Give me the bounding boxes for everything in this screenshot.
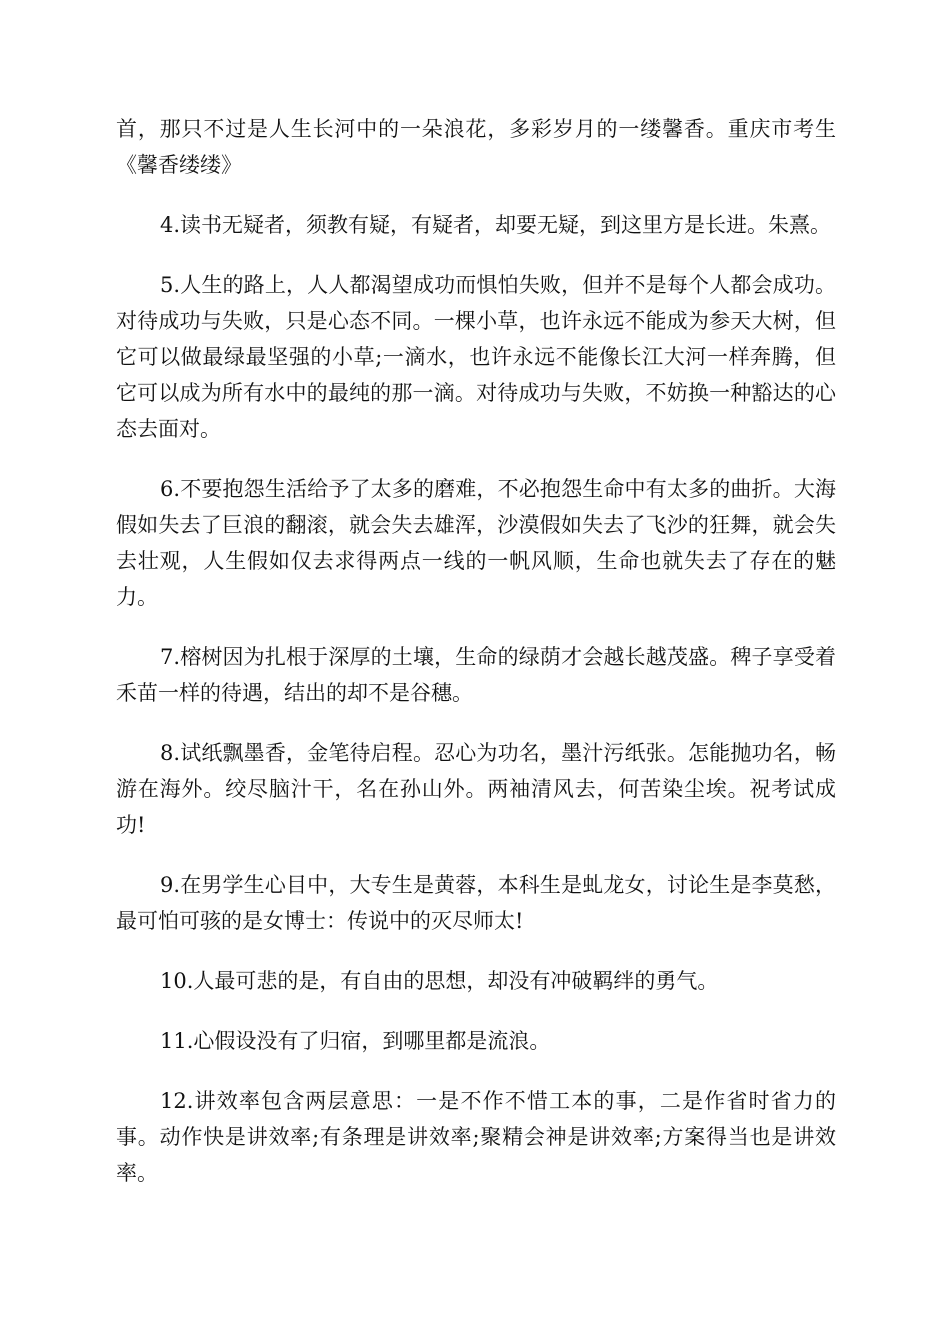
paragraph-item-6: 6.不要抱怨生活给予了太多的磨难，不必抱怨生命中有太多的曲折。大海假如失去了巨浪的翻滚，就会失去雄浑，沙漠假如失去了飞沙的狂舞，就会失去壮观，人生假如仅去求得两点一线的一帆风顺，生命也就失去了存在的魅力。 [116, 477, 836, 609]
document-body [116, 111, 836, 1215]
paragraph-item-8: 8.试纸飘墨香，金笔待启程。忍心为功名，墨汁污纸张。怎能抛功名，畅游在海外。绞尽脑汁干，名在孙山外。两袖清风去，何苦染尘埃。祝考试成功! [116, 741, 836, 837]
paragraph-item-9: 9.在男学生心目中，大专生是黄蓉，本科生是虬龙女，讨论生是李莫愁，最可怕可骇的是女博士：传说中的灭尽师太! [116, 873, 836, 933]
paragraph-continuation: 首，那只不过是人生长河中的一朵浪花，多彩岁月的一缕馨香。重庆市考生《馨香缕缕》 [116, 117, 836, 177]
paragraph-item-10: 10.人最可悲的是，有自由的思想，却没有冲破羁绊的勇气。 [160, 969, 719, 993]
paragraph-item-12: 12.讲效率包含两层意思：一是不作不惜工本的事，二是作省时省力的事。动作快是讲效率;有条理是讲效率;聚精会神是讲效率;方案得当也是讲效率。 [116, 1089, 836, 1185]
paragraph-item-7: 7.榕树因为扎根于深厚的土壤，生命的绿荫才会越长越茂盛。稗子享受着禾苗一样的待遇，结出的却不是谷穗。 [116, 645, 836, 705]
paragraph-item-4: 4.读书无疑者，须教有疑，有疑者，却要无疑，到这里方是长进。朱熹。 [160, 213, 832, 237]
paragraph-item-11: 11.心假设没有了归宿，到哪里都是流浪。 [160, 1029, 551, 1053]
paragraph-item-5: 5.人生的路上，人人都渴望成功而惧怕失败，但并不是每个人都会成功。对待成功与失败，只是心态不同。一棵小草，也许永远不能成为参天大树，但它可以做最绿最坚强的小草;一滴水，也许永远不能像长江大河一样奔腾，但它可以成为所有水中的最纯的那一滴。对待成功与失败，不妨换一种豁达的心态去面对。 [116, 273, 836, 441]
